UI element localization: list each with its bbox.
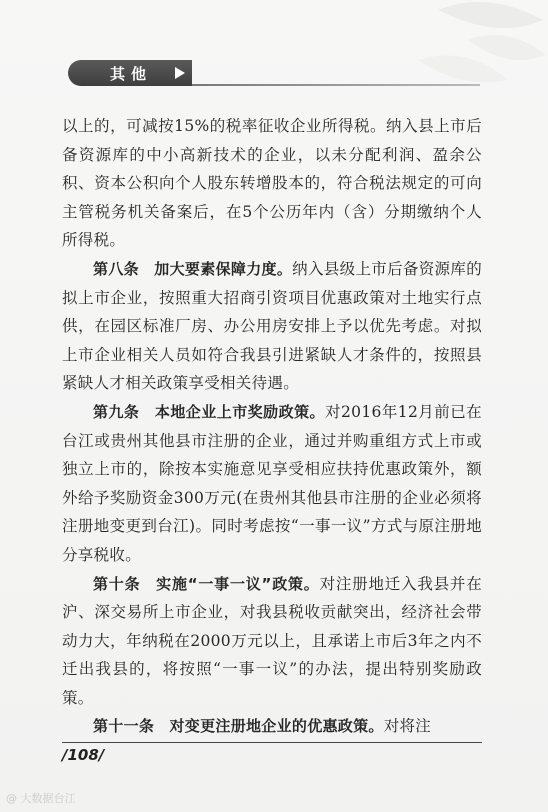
paragraph-article-9 [62, 398, 482, 570]
article-heading: 第十一条 对变更注册地企业的优惠政策。 [93, 717, 384, 736]
paragraph-article-10 [62, 570, 482, 713]
paragraph-text: 对注册地迁入我县并在沪、深交易所上市企业，对我县税收贡献突出，经济社会带动力大，年纳税在2000万元以上，且承诺上市后3年之内不迁出我县的，将按照“一事一议”的办法，提出特别奖励政策。 [62, 574, 482, 707]
footer-divider [62, 742, 482, 743]
paragraph-text: 对将注 [383, 717, 432, 736]
section-tab [68, 60, 192, 86]
article-heading: 第八条 加大要素保障力度。 [93, 259, 293, 278]
article-heading: 第十条 实施“一事一议”政策。 [93, 574, 320, 593]
triangle-right-icon [174, 66, 186, 80]
header-divider [192, 84, 480, 86]
body-text [62, 112, 482, 741]
paragraph-text: 纳入县级上市后备资源库的拟上市企业，按照重大招商引资项目优惠政策对土地实行点供，在园区标准厂房、办公用房安排上予以优先考虑。对拟上市企业相关人员如符合我县引进紧缺人才条件的，按照县紧缺人才相关政策享受相关待遇。 [62, 259, 482, 393]
paragraph-text: 以上的，可减按15%的税率征收企业所得税。纳入县上市后备资源库的中小高新技术的企业，以未分配利润、盈余公积、资本公积向个人股东转增股本的，符合税法规定的可向主管税务机关备案后，在5个公历年内（含）分期缴纳个人所得税。 [62, 117, 482, 250]
section-label: 其他 [110, 64, 153, 83]
paragraph-article-11 [62, 712, 482, 741]
decorative-leaf-graphic [378, 0, 548, 90]
paragraph-article-8 [62, 255, 482, 398]
page-number: /108/ [62, 746, 105, 764]
paragraph [62, 112, 482, 255]
watermark: @ 大数据台江 [6, 792, 76, 805]
article-heading: 第九条 本地企业上市奖励政策。 [93, 402, 326, 421]
paragraph-text: 对2016年12月前已在台江或贵州其他县市注册的企业，通过并购重组方式上市或独立上市的，除按本实施意见享受相应扶持优惠政策外，额外给予奖励资金300万元(在贵州其他县市注册的企业必须将注册地变更到台江)。同时考虑按“一事一议”方式与原注册地分享税收。 [62, 402, 482, 564]
